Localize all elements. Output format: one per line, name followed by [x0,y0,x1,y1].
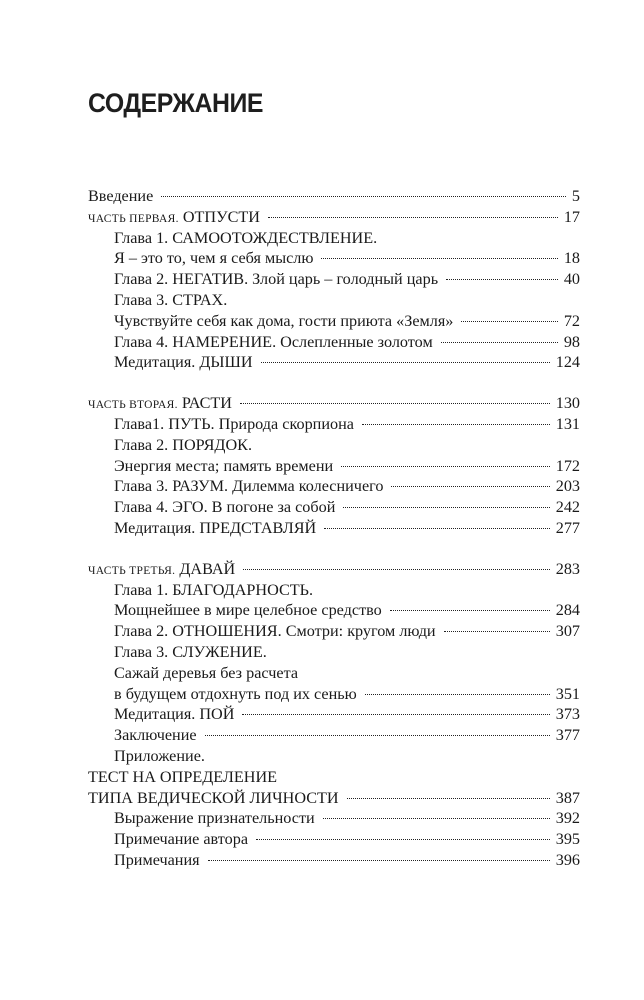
toc-entry-label: Медитация. ПОЙ [114,705,235,724]
page-number: 172 [555,456,580,475]
toc-part-row[interactable] [88,559,580,580]
toc-entry-label: Глава 4. ЭГО. В погоне за собой [114,498,336,517]
toc-entry-label: Введение [88,187,154,205]
toc-entry-row[interactable] [88,767,580,788]
dot-leader [261,362,550,363]
dot-leader [205,735,550,736]
toc-entry-row[interactable] [88,746,580,767]
toc-entry-label: Глава1. ПУТЬ. Природа скорпиона [114,414,354,433]
dot-leader [256,839,550,840]
page-number: 283 [555,559,580,578]
toc-entry-row[interactable] [88,663,580,684]
page-number: 396 [555,850,580,869]
toc-entry-label [88,559,235,582]
dot-leader [323,818,550,819]
page-number: 277 [555,518,580,537]
toc-entry-label: Сажай деревья без расчета [114,663,299,682]
dot-leader [343,507,549,508]
page-number: 284 [555,601,580,620]
dot-leader [390,610,550,611]
toc-entry-label [88,207,260,230]
toc-entry-row[interactable] [88,311,580,332]
toc-part-row[interactable] [88,393,580,414]
toc-entry-row[interactable] [88,435,580,456]
toc-entry-label: Глава 3. РАЗУМ. Дилемма колесничего [114,477,384,496]
toc-entry-label: Энергия места; память времени [114,456,334,475]
toc-entry-row[interactable] [88,269,580,290]
toc-entry-row[interactable] [88,290,580,311]
toc-entry-label: Глава 1. БЛАГОДАРНОСТЬ. [114,580,313,599]
toc-entry-label: ТЕСТ НА ОПРЕДЕЛЕНИЕ [88,767,278,786]
page-number: 392 [555,809,580,828]
toc-entry-label: Я – это то, чем я себя мыслю [114,249,314,268]
part-title: РАСТИ [181,394,233,413]
page-number: 395 [555,830,580,849]
toc-entry-row[interactable] [88,228,580,249]
dot-leader [446,279,558,280]
toc-entry-row[interactable] [88,725,580,746]
dot-leader [161,196,566,197]
toc-entry-row[interactable] [88,186,580,207]
page-number: 307 [555,622,580,641]
page-title: СОДЕРЖАНИЕ [88,88,263,118]
page-number: 17 [563,207,580,226]
page-number: 131 [555,414,580,433]
toc-entry-row[interactable] [88,642,580,663]
toc-entry-label: Глава 2. ОТНОШЕНИЯ. Смотри: кругом люди [114,622,436,641]
dot-leader [341,466,550,467]
toc-entry-label: Глава 1. САМООТОЖДЕСТВЛЕНИЕ. [114,228,378,247]
dot-leader [444,631,550,632]
part-title: ДАВАЙ [179,559,236,578]
toc-entry-label: Глава 3. СТРАХ. [114,290,228,309]
dot-leader [324,528,550,529]
page-number: 242 [555,498,580,517]
dot-leader [268,217,558,218]
toc-entry-row[interactable] [88,248,580,269]
dot-leader [242,714,549,715]
part-prefix: ЧАСТЬ ТРЕТЬЯ. [88,564,176,577]
toc-entry-label [88,393,232,416]
page-number: 373 [555,705,580,724]
toc-entry-row[interactable] [88,414,580,435]
toc-entry-row[interactable] [88,704,580,725]
toc-entry-label: Глава 3. СЛУЖЕНИЕ. [114,642,267,661]
part-title: ОТПУСТИ [182,207,260,226]
dot-leader [240,403,550,404]
toc-entry-label: Мощнейшее в мире целебное средство [114,601,382,620]
toc-entry-label: Медитация. ДЫШИ [114,353,253,372]
toc-entry-label: Заключение [114,726,197,745]
page-number: 18 [563,249,580,268]
toc-entry-row[interactable] [88,850,580,871]
dot-leader [321,258,557,259]
part-prefix: ЧАСТЬ ВТОРАЯ. [88,399,178,412]
toc-entry-label: Выражение признательности [114,809,315,828]
dot-leader [391,486,549,487]
dot-leader [365,694,550,695]
toc-entry-row[interactable] [88,352,580,373]
toc-entry-row[interactable] [88,332,580,353]
toc-entry-label: Глава 4. НАМЕРЕНИЕ. Ослепленные золотом [114,332,433,351]
section-spacer [88,539,580,559]
dot-leader [441,342,558,343]
toc-part-row[interactable] [88,207,580,228]
dot-leader [461,321,557,322]
toc-entry-label: Медитация. ПРЕДСТАВЛЯЙ [114,518,317,537]
page-number: 387 [555,788,580,807]
page-number: 98 [563,332,580,351]
toc-entry-label: Глава 2. НЕГАТИВ. Злой царь – голодный царь [114,270,439,289]
toc-entry-row[interactable] [88,808,580,829]
toc-entry-row[interactable] [88,600,580,621]
toc-entry-row[interactable] [88,788,580,809]
toc-entry-row[interactable] [88,684,580,705]
dot-leader [347,798,550,799]
page-number: 203 [555,477,580,496]
toc-entry-label: Глава 2. ПОРЯДОК. [114,435,252,454]
toc-entry-label: Примечание автора [114,830,249,849]
page-number: 377 [555,726,580,745]
toc-entry-row[interactable] [88,518,580,539]
toc-entry-label: Приложение. [114,746,205,765]
page-number: 130 [555,394,580,413]
dot-leader [362,424,550,425]
toc-entry-label: Чувствуйте себя как дома, гости приюта «Земля» [114,311,454,330]
toc-entry-row[interactable] [88,456,580,477]
table-of-contents [88,186,580,871]
toc-entry-row[interactable] [88,497,580,518]
dot-leader [243,569,549,570]
page-number: 124 [555,353,580,372]
page-number: 72 [563,311,580,330]
toc-entry-label: ТИПА ВЕДИЧЕСКОЙ ЛИЧНОСТИ [88,788,339,807]
toc-entry-row[interactable] [88,829,580,850]
page-number: 351 [555,684,580,703]
toc-entry-row[interactable] [88,621,580,642]
part-prefix: ЧАСТЬ ПЕРВАЯ. [88,212,179,225]
toc-entry-label: в будущем отдохнуть под их сенью [114,684,357,703]
toc-entry-row[interactable] [88,476,580,497]
toc-entry-label: Примечания [114,850,200,869]
dot-leader [208,860,550,861]
page-number: 5 [571,187,580,205]
toc-entry-row[interactable] [88,580,580,601]
section-spacer [88,373,580,393]
page-number: 40 [563,270,580,289]
